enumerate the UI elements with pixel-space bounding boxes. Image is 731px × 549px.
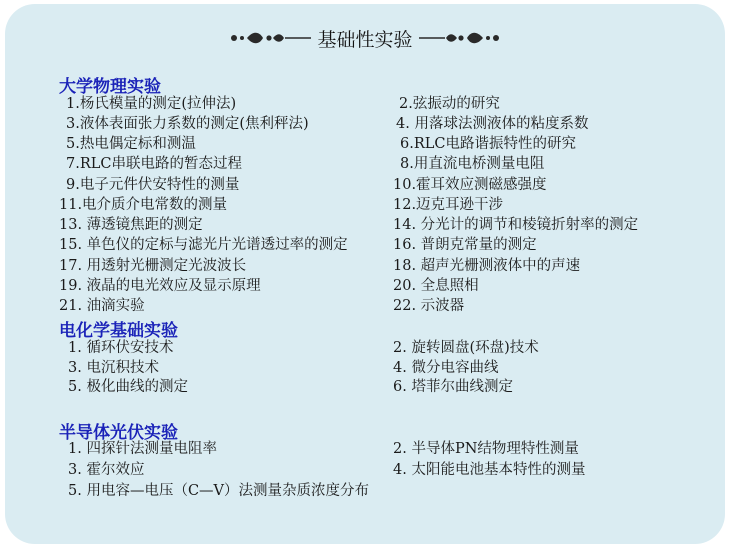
list-item: 7.RLC串联电路的暂态过程 (66, 156, 242, 172)
left-flourish-icon (229, 30, 311, 46)
list-item: 3. 霍尔效应 (68, 462, 145, 478)
list-item: 14. 分光计的调节和棱镜折射率的测定 (393, 217, 639, 233)
list-item: 18. 超声光栅测液体中的声速 (393, 258, 581, 274)
list-item: 17. 用透射光栅测定光波波长 (59, 258, 247, 274)
list-item: 19. 液晶的电光效应及显示原理 (59, 278, 261, 294)
section-heading-semiconductor-pv: 半导体光伏实验 (59, 423, 178, 443)
list-item: 5. 极化曲线的测定 (68, 379, 188, 395)
list-item: 3. 电沉积技术 (68, 360, 159, 376)
list-item: 5. 用电容—电压（C—V）法测量杂质浓度分布 (68, 483, 370, 499)
title-bar (220, 22, 510, 54)
list-item: 3.液体表面张力系数的测定(焦利秤法) (66, 116, 309, 132)
section-heading-physics: 大学物理实验 (59, 77, 161, 97)
list-item: 2.弦振动的研究 (399, 96, 500, 112)
list-item: 20. 全息照相 (393, 278, 479, 294)
list-item: 13. 薄透镜焦距的测定 (59, 217, 203, 233)
list-item: 22. 示波器 (393, 298, 465, 314)
list-item: 6. 塔菲尔曲线测定 (393, 379, 513, 395)
list-item: 6.RLC电路谐振特性的研究 (400, 136, 576, 152)
list-item: 15. 单色仪的定标与滤光片光谱透过率的测定 (59, 237, 348, 253)
list-item: 21. 油滴实验 (59, 298, 145, 314)
list-item: 10.霍耳效应测磁感强度 (393, 177, 547, 193)
right-flourish-icon (419, 30, 501, 46)
list-item: 11.电介质介电常数的测量 (59, 197, 228, 213)
list-item: 5.热电偶定标和测温 (66, 136, 196, 152)
list-item: 12.迈克耳逊干涉 (393, 197, 504, 213)
list-item: 1. 循环伏安技术 (68, 340, 174, 356)
list-item: 16. 普朗克常量的测定 (393, 237, 537, 253)
section-heading-electrochemistry: 电化学基础实验 (59, 321, 178, 341)
list-item: 9.电子元件伏安特性的测量 (66, 177, 240, 193)
list-item: 8.用直流电桥测量电阻 (400, 156, 545, 172)
list-item: 4. 太阳能电池基本特性的测量 (393, 462, 586, 478)
list-item: 1. 四探针法测量电阻率 (68, 441, 217, 457)
page-title: 基础性实验 (317, 28, 413, 51)
list-item: 1.杨氏模量的测定(拉伸法) (66, 96, 237, 112)
list-item: 2. 旋转圆盘(环盘)技术 (393, 340, 539, 356)
list-item: 2. 半导体PN结物理特性测量 (393, 441, 579, 457)
list-item: 4. 用落球法测液体的粘度系数 (396, 116, 589, 132)
list-item: 4. 微分电容曲线 (393, 360, 499, 376)
